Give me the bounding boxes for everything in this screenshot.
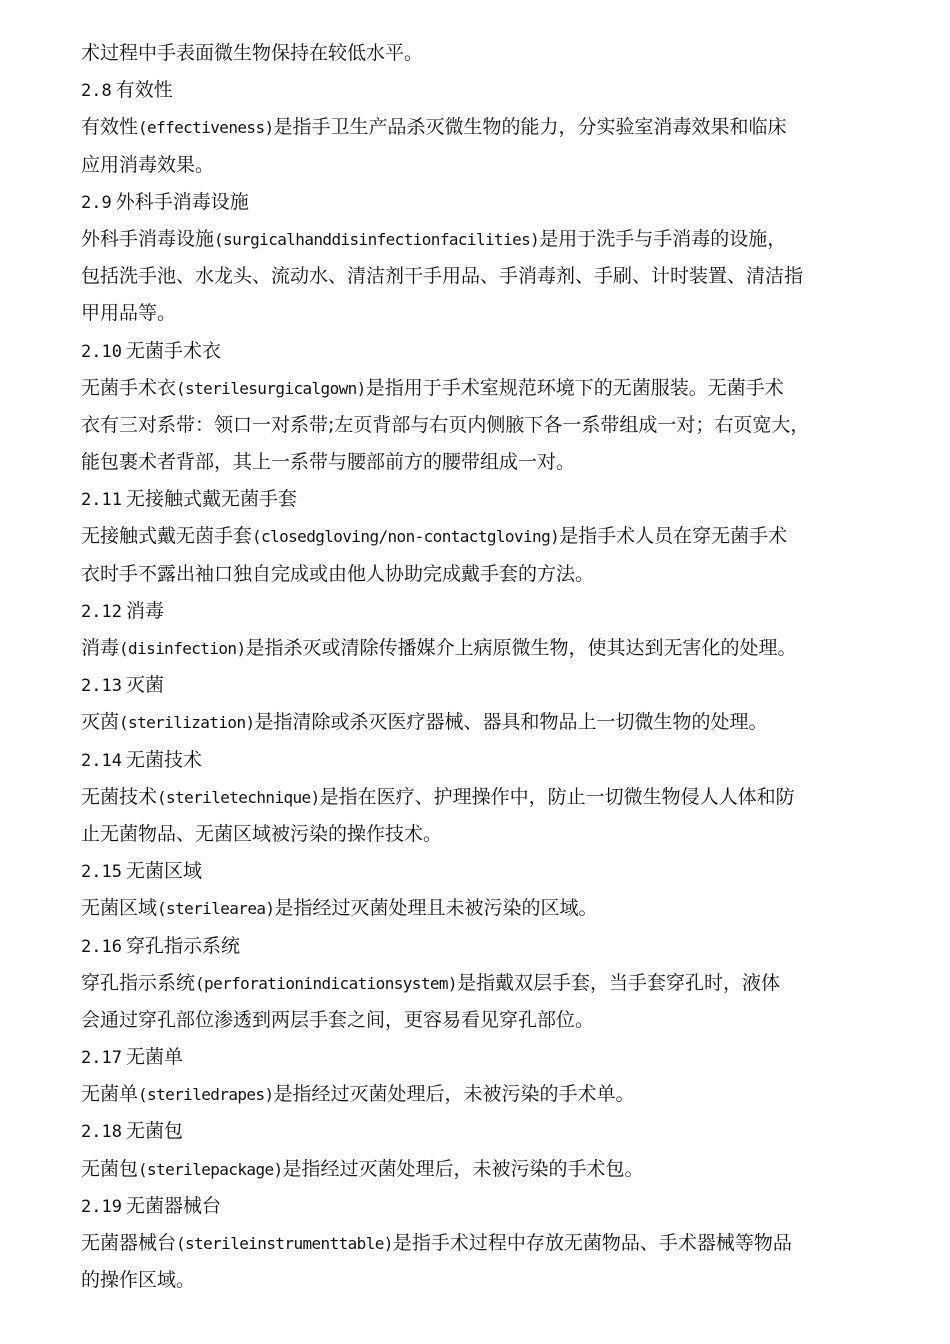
section-number: 2.8: [81, 81, 112, 102]
body-line: [81, 630, 871, 667]
section-heading: [81, 333, 871, 370]
body-text: 无菌区域: [81, 897, 158, 920]
section-heading: [81, 853, 871, 890]
body-text: 穿孔指示系统: [81, 971, 196, 994]
body-text: 应用消毒效果。: [81, 153, 215, 176]
sections-container: [81, 72, 871, 1299]
body-line: [81, 109, 871, 146]
section-heading: [81, 928, 871, 965]
body-text: 是指手术人员在穿无菌手术: [559, 525, 788, 548]
body-text: 消毒: [81, 637, 120, 659]
section-title: 无接触式戴无菌手套: [125, 488, 297, 511]
english-term: (perforationindicationsystem): [195, 973, 457, 993]
section-title: 有效性: [115, 79, 173, 102]
english-term: (steriledrapes): [138, 1085, 274, 1105]
body-text: 无接触式戴无茵手套: [81, 525, 253, 548]
body-text: 外科手消毒设施: [81, 227, 215, 250]
body-line: [81, 704, 871, 741]
body-line: [81, 295, 871, 332]
body-text: 包括洗手池、水龙头、流动水、清洁剂干手用品、手消毒剂、手刷、计时装置、清洁指: [81, 265, 804, 288]
intro-text: 术过程中手表面微生物保持在较低水平。: [81, 42, 424, 64]
section-heading: [81, 1039, 871, 1076]
section-heading: [81, 72, 871, 109]
section-title: 消毒: [125, 599, 164, 622]
body-line: [81, 779, 871, 816]
english-term: (steriletechnique): [157, 787, 320, 807]
body-text: 是指在医疗、护理操作中，防止一切微生物侵人人体和防: [319, 785, 795, 808]
body-line: [81, 1151, 871, 1188]
body-text: 是指经过灭菌处理后，未被污染的手术包。: [282, 1157, 644, 1180]
body-text: 是指杀灭或清除传播媒介上病原微生物，使其达到无害化的处理。: [245, 637, 797, 659]
body-text: 止无菌物品、无菌区域被污染的操作技术。: [81, 822, 443, 845]
english-term: (surgicalhanddisinfectionfacilities): [214, 229, 540, 249]
section-heading: [81, 742, 871, 779]
body-line: [81, 221, 871, 258]
body-text: 的操作区域。: [81, 1269, 196, 1292]
section-number: 2.15: [81, 862, 122, 883]
section-title: 无菌包: [125, 1120, 183, 1143]
section-title: 无菌器械台: [125, 1194, 221, 1217]
section-number: 2.11: [81, 490, 122, 511]
body-text: 有效性: [81, 116, 139, 139]
body-line: [81, 1262, 871, 1299]
body-line: [81, 258, 871, 295]
body-text: 能包裹术者背部，其上一系带与腰部前方的腰带组成一对。: [81, 451, 576, 474]
body-line: [81, 370, 871, 407]
body-text: 无菌单: [81, 1083, 139, 1106]
english-term: (disinfection): [119, 639, 246, 658]
body-line: [81, 890, 871, 927]
document-page: [81, 35, 871, 1299]
section-number: 2.16: [81, 936, 122, 957]
section-heading: [81, 481, 871, 518]
body-text: 是指经过灭菌处理且未被污染的区域。: [274, 897, 598, 920]
section-title: 穿孔指示系统: [125, 934, 240, 957]
body-line: [81, 816, 871, 853]
section-title: 无菌技术: [125, 748, 202, 771]
section-title: 无菌区域: [125, 860, 202, 883]
body-text: 是指戴双层手套，当手套穿孔时，液体: [456, 971, 780, 994]
body-text: 无菌手术衣: [81, 376, 177, 399]
english-term: (sterilearea): [157, 899, 275, 919]
section-title: 灭菌: [125, 674, 164, 697]
english-term: (sterilepackage): [138, 1159, 283, 1179]
body-text: 无菌技术: [81, 785, 158, 808]
body-line: [81, 1002, 871, 1039]
body-text: 是指用于手术室规范环境下的无菌服装。无菌手术: [365, 376, 784, 399]
body-text: 无菌器械台: [81, 1232, 177, 1254]
body-line: [81, 444, 871, 481]
body-text: 衣时手不露出袖口独自完成或由他人协助完成戴手套的方法。: [81, 562, 595, 585]
body-text: 会通过穿孔部位渗透到两层手套之间，更容易看见穿孔部位。: [81, 1008, 595, 1031]
english-term: (sterileinstrumenttable): [176, 1234, 393, 1253]
english-term: (closedgloving/non-contactgloving): [252, 527, 560, 547]
body-line: [81, 556, 871, 593]
body-text: 是指手卫生产品杀灭微生物的能力，分实验室消毒效果和临床: [273, 116, 787, 139]
english-term: (sterilesurgicalgown): [176, 378, 366, 398]
section-number: 2.13: [81, 676, 122, 697]
body-line: [81, 1076, 871, 1113]
section-number: 2.14: [81, 750, 122, 771]
section-number: 2.9: [81, 192, 112, 213]
body-text: 是指清除或杀灭医疗器械、器具和物品上一切微生物的处理。: [254, 711, 768, 734]
body-text: 是指手术过程中存放无菌物品、手术器械等物品: [392, 1232, 792, 1254]
section-number: 2.10: [81, 341, 122, 362]
section-number: 2.12: [81, 601, 122, 622]
section-heading: [81, 593, 871, 630]
body-line: [81, 407, 871, 444]
body-text: 灭茵: [81, 711, 120, 734]
intro-line: [81, 35, 871, 72]
section-title: 无菌手术衣: [125, 339, 221, 362]
section-heading: [81, 184, 871, 221]
body-line: [81, 1225, 871, 1262]
section-number: 2.18: [81, 1122, 122, 1143]
section-heading: [81, 1188, 871, 1225]
body-line: [81, 518, 871, 555]
section-title: 外科手消毒设施: [115, 190, 249, 213]
body-line: [81, 147, 871, 184]
section-number: 2.19: [81, 1196, 122, 1217]
body-text: 甲用品等。: [81, 302, 177, 325]
section-title: 无菌单: [125, 1046, 183, 1069]
body-text: 无菌包: [81, 1157, 139, 1180]
section-heading: [81, 1113, 871, 1150]
section-heading: [81, 667, 871, 704]
body-text: 是指经过灭菌处理后，未被污染的手术单。: [273, 1083, 635, 1106]
body-text: 是用于洗手与手消毒的设施，: [539, 227, 787, 250]
english-term: (sterilization): [119, 713, 255, 733]
english-term: (effectiveness): [138, 118, 274, 138]
section-number: 2.17: [81, 1048, 122, 1069]
body-line: [81, 965, 871, 1002]
body-text: 衣有三对系带：领口一对系带;左页背部与右页内侧腋下各一系带组成一对；右页宽大，: [81, 413, 810, 436]
